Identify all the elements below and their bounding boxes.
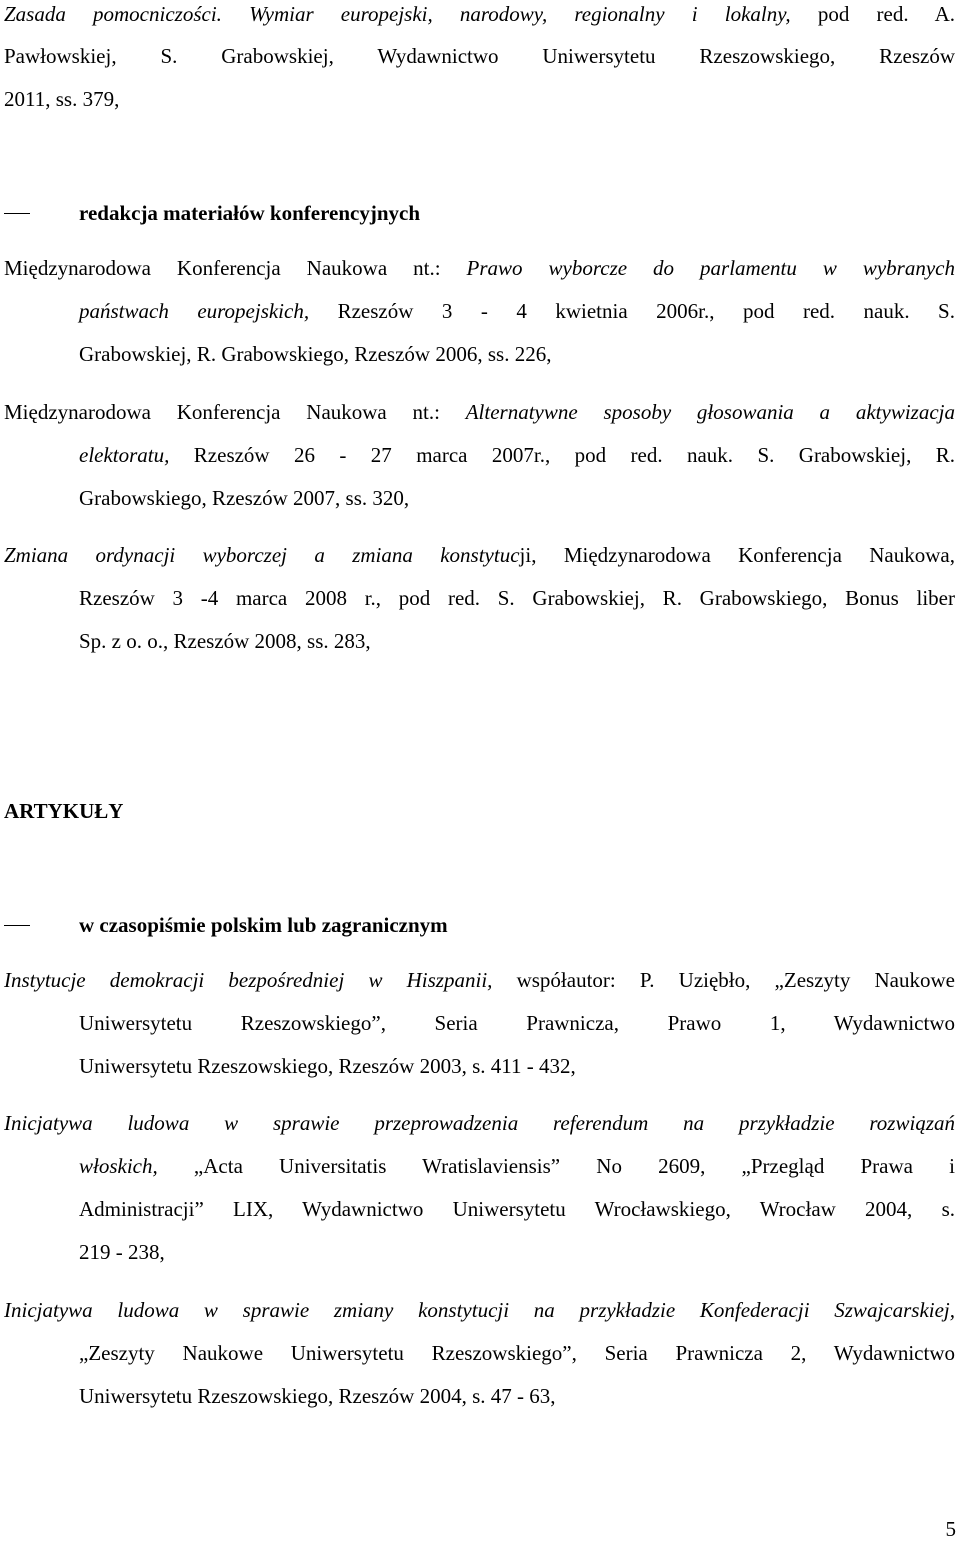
conf-entry-1-line2: [79, 301, 955, 322]
articles-heading: w czasopiśmie polskim lub zagranicznym: [79, 913, 448, 937]
article-2-title-cont: włoskich,: [79, 1154, 158, 1178]
article-2-line1: Inicjatywa ludowa w sprawie przeprowadzenia referendum na przykładzie rozwiązań: [4, 1111, 955, 1135]
articles-section-title: ARTYKUŁY: [4, 799, 124, 823]
entry-top-title: Zasada pomocniczości. Wymiar europejski, narodowy, regionalny i lokalny,: [4, 2, 791, 26]
conf-entry-1-details: Rzeszów 3 - 4 kwietnia 2006r., pod red. nauk. S.: [309, 299, 955, 323]
dash-marker: [4, 213, 30, 214]
article-1-line2: Uniwersytetu Rzeszowskiego”, Seria Prawnicza, Prawo 1, Wydawnictwo: [79, 1011, 955, 1035]
conf-entry-3-line3: Sp. z o. o., Rzeszów 2008, ss. 283,: [79, 629, 371, 653]
conf-entry-2-details: Rzeszów 26 - 27 marca 2007r., pod red. nauk. S. Grabowskiej, R.: [169, 443, 955, 467]
article-1-line1: [4, 970, 955, 991]
article-2-line3: Administracji” LIX, Wydawnictwo Uniwersytetu Wrocławskiego, Wrocław 2004, s.: [79, 1197, 955, 1221]
entry-top-line3: 2011, ss. 379,: [4, 87, 120, 111]
article-2-line2: [79, 1156, 955, 1177]
entry-top-line1: [4, 4, 955, 25]
conf-entry-3-title: Zmiana ordynacji wyborczej a zmiana konstytuc: [4, 543, 520, 567]
conf-entry-2-prefix: Międzynarodowa Konferencja Naukowa nt.:: [4, 400, 466, 424]
conf-entry-2-line2: [79, 445, 955, 466]
article-2-details: „Acta Universitatis Wratislaviensis” No 2609, „Przegląd Prawa i: [157, 1154, 955, 1178]
page-number: 5: [945, 1517, 956, 1541]
conf-entry-1-line1: [4, 258, 955, 279]
article-3-line3: Uniwersytetu Rzeszowskiego, Rzeszów 2004, s. 47 - 63,: [79, 1384, 556, 1408]
conf-entry-2-title-cont: elektoratu,: [79, 443, 170, 467]
article-1-title: Instytucje demokracji bezpośredniej w Hiszpanii,: [4, 968, 493, 992]
conf-entry-3-details: ji, Międzynarodowa Konferencja Naukowa,: [519, 543, 955, 567]
conf-entry-3-line1: [4, 545, 955, 566]
conf-entry-3-line2: Rzeszów 3 -4 marca 2008 r., pod red. S. Grabowskiej, R. Grabowskiego, Bonus liber: [79, 586, 955, 610]
conference-heading: redakcja materiałów konferencyjnych: [79, 201, 421, 225]
conf-entry-1-line3: Grabowskiej, R. Grabowskiego, Rzeszów 2006, ss. 226,: [79, 342, 552, 366]
conf-entry-2-line3: Grabowskiego, Rzeszów 2007, ss. 320,: [79, 486, 410, 510]
dash-marker: [4, 925, 30, 926]
article-3-line2: „Zeszyty Naukowe Uniwersytetu Rzeszowskiego”, Seria Prawnicza 2, Wydawnictwo: [79, 1341, 955, 1365]
entry-top-editor: pod red. A.: [790, 2, 955, 26]
article-1-line3: Uniwersytetu Rzeszowskiego, Rzeszów 2003, s. 411 - 432,: [79, 1054, 576, 1078]
conf-entry-1-title: Prawo wyborcze do parlamentu w wybranych: [466, 256, 955, 280]
conf-entry-1-title-cont: państwach europejskich,: [79, 299, 310, 323]
article-1-details: współautor: P. Uziębło, „Zeszyty Naukowe: [492, 968, 955, 992]
conf-entry-1-prefix: Międzynarodowa Konferencja Naukowa nt.:: [4, 256, 467, 280]
entry-top-line2: Pawłowskiej, S. Grabowskiej, Wydawnictwo Uniwersytetu Rzeszowskiego, Rzeszów: [4, 44, 955, 68]
article-3-line1: Inicjatywa ludowa w sprawie zmiany konstytucji na przykładzie Konfederacji Szwajcarskiej,: [4, 1298, 955, 1322]
article-2-line4: 219 - 238,: [79, 1240, 165, 1264]
conf-entry-2-title: Alternatywne sposoby głosowania a aktywizacja: [465, 400, 955, 424]
conf-entry-2-line1: [4, 402, 955, 423]
